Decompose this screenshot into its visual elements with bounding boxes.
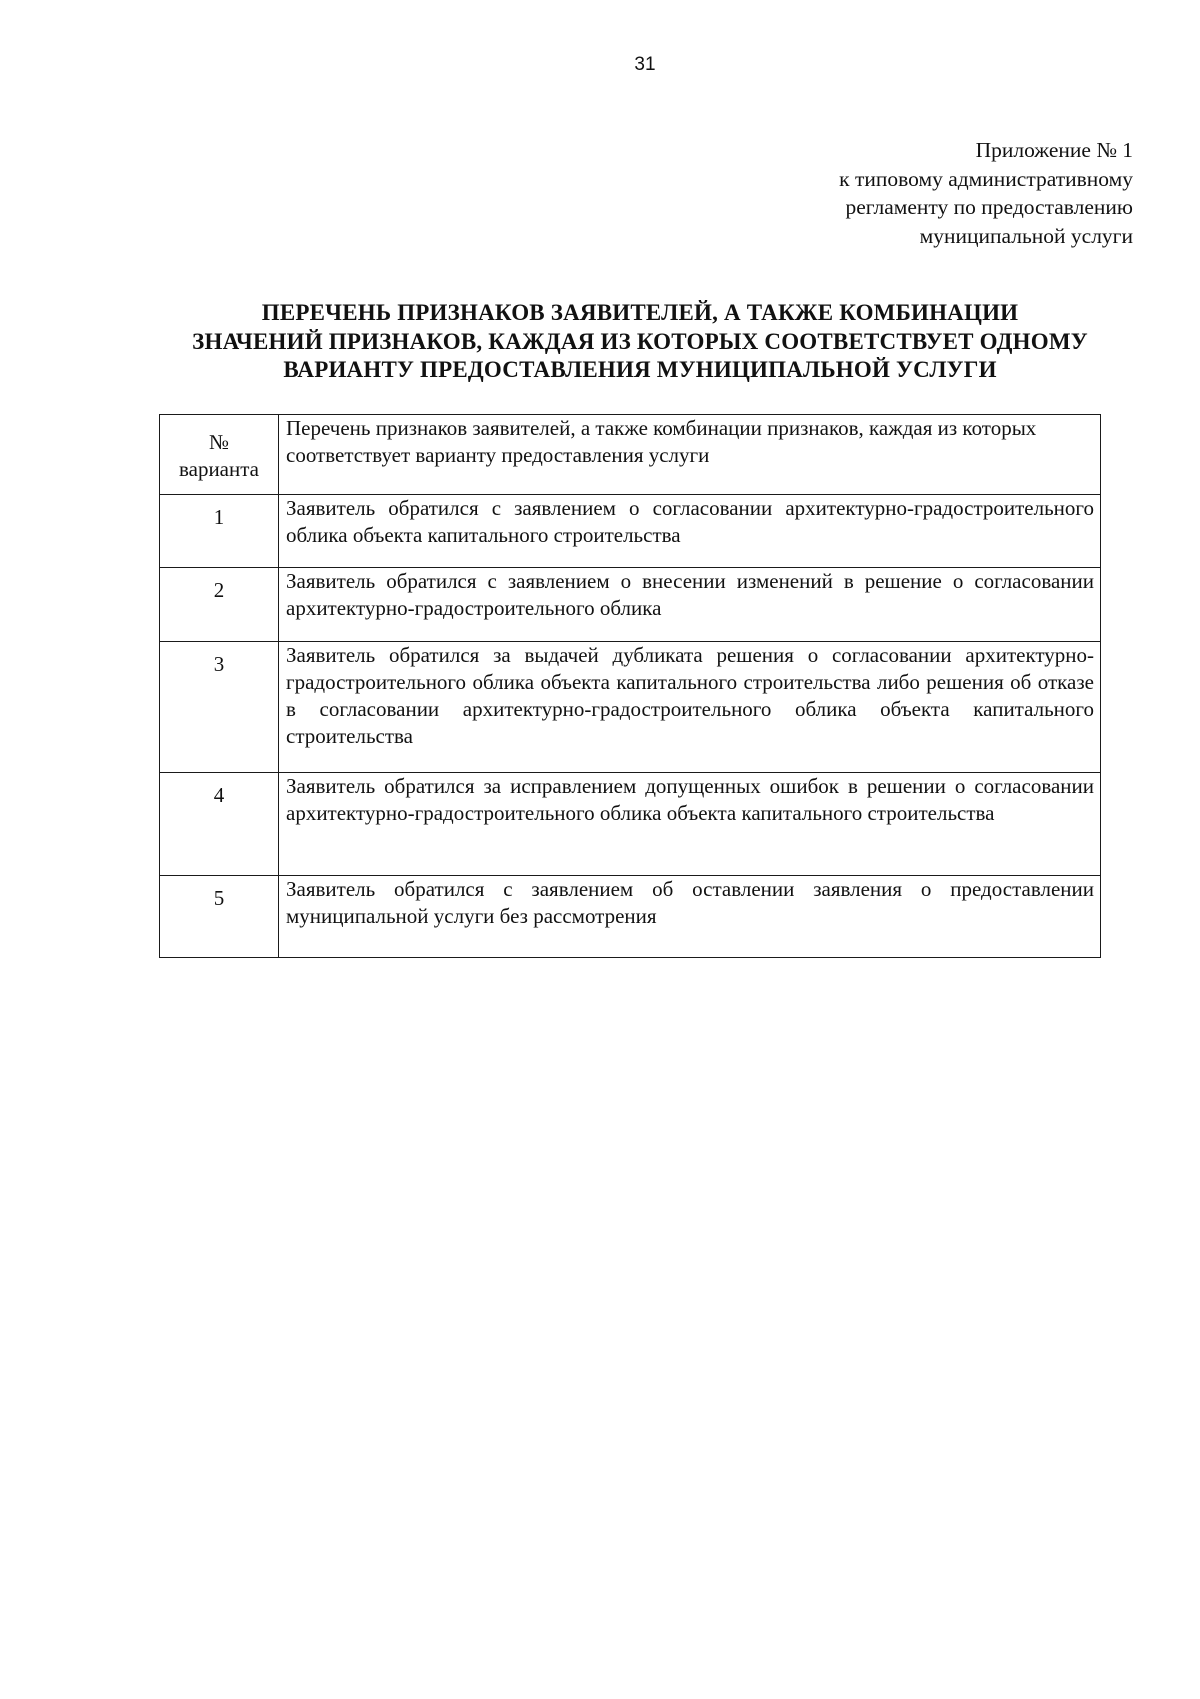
title-line: ЗНАЧЕНИЙ ПРИЗНАКОВ, КАЖДАЯ ИЗ КОТОРЫХ СООТВЕТСТВУЕТ ОДНОМУ	[192, 328, 1088, 354]
table-row	[160, 876, 1101, 958]
row-text: Заявитель обратился за выдачей дубликата решения о согласовании архитектурно-градостроительного облика объекта капитального строительства либо решения об отказе в согласовании архитектурно-градостроительного облика объекта капитального строительства	[279, 642, 1101, 773]
appendix-line: к типовому административному	[839, 166, 1133, 191]
row-number: 3	[160, 642, 279, 773]
appendix-header	[613, 136, 1133, 250]
row-text: Заявитель обратился с заявлением о согласовании архитектурно-градостроительного облика объекта капитального строительства	[279, 495, 1101, 568]
appendix-line: Приложение № 1	[975, 138, 1133, 162]
page-number: 31	[634, 54, 656, 75]
row-text: Заявитель обратился за исправлением допущенных ошибок в решении о согласовании архитектурно-градостроительного облика объекта капитального строительства	[279, 773, 1101, 876]
row-text: Заявитель обратился с заявлением об оставлении заявления о предоставлении муниципальной услуги без рассмотрения	[279, 876, 1101, 958]
row-number: 1	[160, 495, 279, 568]
table-row	[160, 495, 1101, 568]
title-line: ПЕРЕЧЕНЬ ПРИЗНАКОВ ЗАЯВИТЕЛЕЙ, А ТАКЖЕ КОМБИНАЦИИ	[261, 300, 1019, 325]
table-row	[160, 642, 1101, 773]
row-number: 2	[160, 568, 279, 642]
appendix-line: регламенту по предоставлению	[845, 195, 1133, 219]
appendix-line: муниципальной услуги	[919, 223, 1133, 248]
variants-table	[159, 414, 1101, 958]
document-title	[150, 299, 1130, 385]
row-text: Заявитель обратился с заявлением о внесении изменений в решение о согласовании архитектурно-градостроительного облика	[279, 568, 1101, 642]
row-number: 4	[160, 773, 279, 876]
table-row	[160, 773, 1101, 876]
title-line: ВАРИАНТУ ПРЕДОСТАВЛЕНИЯ МУНИЦИПАЛЬНОЙ УСЛУГИ	[283, 357, 997, 382]
row-number: 5	[160, 876, 279, 958]
header-number	[160, 415, 279, 495]
table-row	[160, 568, 1101, 642]
header-description: Перечень признаков заявителей, а также комбинации признаков, каждая из которых соответствует варианту предоставления услуги	[279, 415, 1101, 495]
table-header-row	[160, 415, 1101, 495]
header-number-label: варианта	[178, 457, 259, 481]
header-number-symbol: №	[208, 430, 230, 454]
